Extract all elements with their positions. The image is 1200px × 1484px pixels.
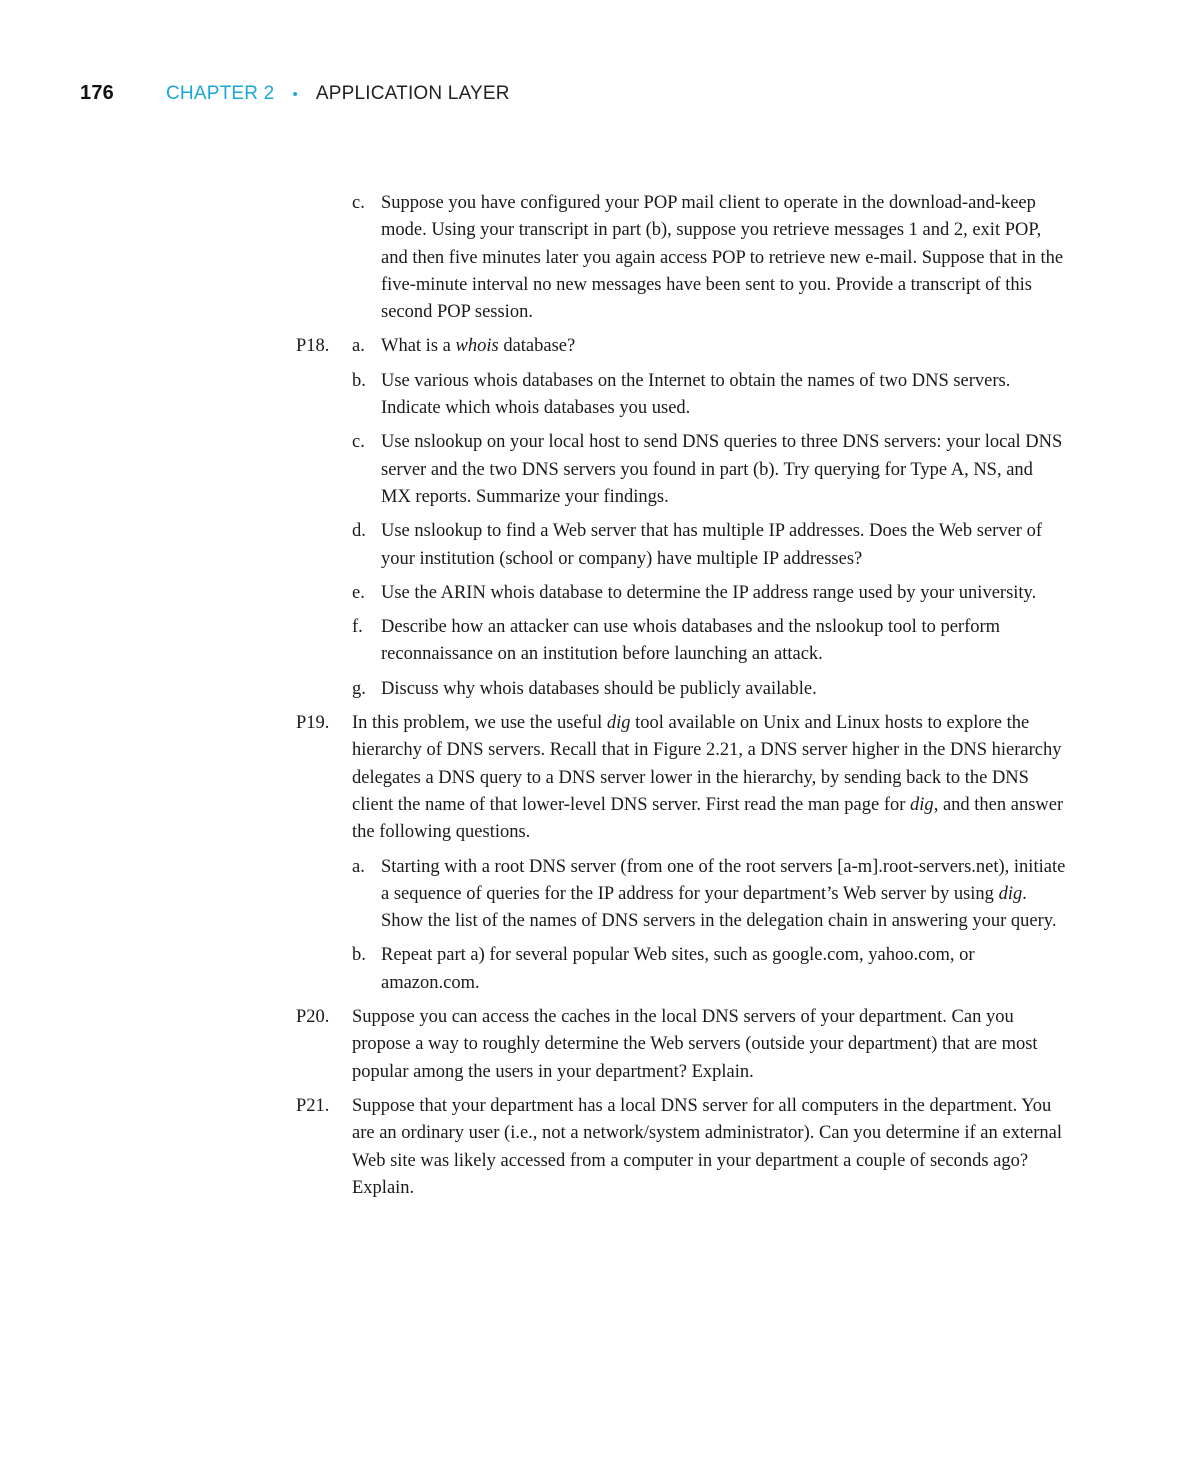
item-label: d. bbox=[352, 521, 366, 542]
problem-label: P19. bbox=[296, 713, 330, 734]
p18-item-d bbox=[352, 518, 1066, 573]
problem-p19 bbox=[296, 710, 1066, 997]
header-bullet: • bbox=[292, 86, 298, 103]
item-label: c. bbox=[352, 193, 365, 213]
page-number: 176 bbox=[80, 82, 114, 104]
item-text: Suppose you have configured your POP mail client to operate in the download-and-keep mode. Using your transcript in part (b), suppose you retrieve messages 1 and 2, exit POP, and then five minutes later you again access POP to retrieve new e-mail. Suppose that in the five-minute interval no new messages have been sent to you. Provide a transcript of this second POP session. bbox=[381, 193, 1064, 323]
p19-items bbox=[352, 854, 1066, 997]
item-label: b. bbox=[352, 370, 366, 391]
item-text: Use nslookup on your local host to send DNS queries to three DNS servers: your local DNS server and the two DNS servers you found in part (b). Try querying for Type A, NS, and MX reports. Summarize your findings. bbox=[381, 432, 1063, 507]
whois-term: whois bbox=[455, 336, 499, 357]
p17-item-c bbox=[352, 190, 1066, 326]
problem-text: In this problem, we use the useful dig tool available on Unix and Linux hosts to explore the hierarchy of DNS servers. Recall that in Figure 2.21, a DNS server higher in the DNS hierarchy delegates a DNS query to a DNS server lower in the hierarchy, by sending back to the DNS client the name of that lower-level DNS server. First read the man page for dig, and then answer the following questions. bbox=[352, 713, 1064, 843]
chapter-label: CHAPTER 2 bbox=[166, 83, 275, 104]
problem-text: Suppose that your department has a local DNS server for all computers in the department. You are an ordinary user (i.e., not a network/system administrator). Can you determine if an external Web site was likely accessed from a computer in your department a couple of seconds ago? Explain. bbox=[352, 1095, 1062, 1198]
item-text: Use the ARIN whois database to determine the IP address range used by your university. bbox=[381, 582, 1037, 603]
dig-term: dig bbox=[606, 713, 631, 734]
item-label: g. bbox=[352, 678, 366, 699]
p18-item-g bbox=[352, 676, 1066, 703]
problem-text: Suppose you can access the caches in the local DNS servers of your department. Can you propose a way to roughly determine the Web servers (outside your department) that are most popular among the users in your department? Explain. bbox=[352, 1007, 1038, 1082]
dig-term: dig bbox=[910, 794, 934, 815]
item-text: Use various whois databases on the Internet to obtain the names of two DNS servers. Indicate which whois databases you used. bbox=[381, 370, 1011, 419]
item-label: b. bbox=[352, 945, 366, 966]
p18-item-f bbox=[352, 614, 1066, 669]
problem-label: P20. bbox=[296, 1007, 330, 1028]
problem-label: P21. bbox=[296, 1095, 330, 1116]
item-text: Discuss why whois databases should be publicly available. bbox=[381, 678, 817, 699]
section-title: APPLICATION LAYER bbox=[315, 83, 510, 104]
problem-p18 bbox=[296, 333, 1066, 703]
problem-p20 bbox=[296, 1004, 1066, 1086]
item-text: What is a whois database? bbox=[381, 336, 576, 357]
p18-item-a bbox=[352, 333, 1066, 360]
item-text: Describe how an attacker can use whois databases and the nslookup tool to perform reconnaissance on an institution before launching an attack. bbox=[381, 617, 1001, 665]
item-label: c. bbox=[352, 432, 365, 453]
problem-p21 bbox=[296, 1093, 1066, 1202]
item-text: Starting with a root DNS server (from one of the root servers [a-m].root-servers.net), initiate a sequence of queries for the IP address for your department’s Web server by using dig. Show the list of the names of DNS servers in the delegation chain in answering your query. bbox=[381, 856, 1066, 932]
item-label: a. bbox=[352, 856, 365, 877]
p19-item-a bbox=[352, 854, 1066, 936]
item-text: Use nslookup to find a Web server that has multiple IP addresses. Does the Web server of your institution (school or company) have multiple IP addresses? bbox=[381, 521, 1042, 569]
item-label: a. bbox=[352, 336, 365, 357]
item-text: Repeat part a) for several popular Web sites, such as google.com, yahoo.com, or amazon.com. bbox=[381, 945, 975, 993]
dig-term: dig bbox=[998, 883, 1023, 904]
running-header bbox=[80, 82, 510, 112]
p19-item-b bbox=[352, 942, 1066, 997]
problems-body bbox=[296, 190, 1066, 1209]
p18-item-e bbox=[352, 580, 1066, 607]
p18-item-c bbox=[352, 429, 1066, 511]
p18-item-b bbox=[352, 368, 1066, 423]
item-label: e. bbox=[352, 582, 365, 603]
problem-label: P18. bbox=[296, 336, 330, 357]
item-label: f. bbox=[352, 617, 363, 638]
